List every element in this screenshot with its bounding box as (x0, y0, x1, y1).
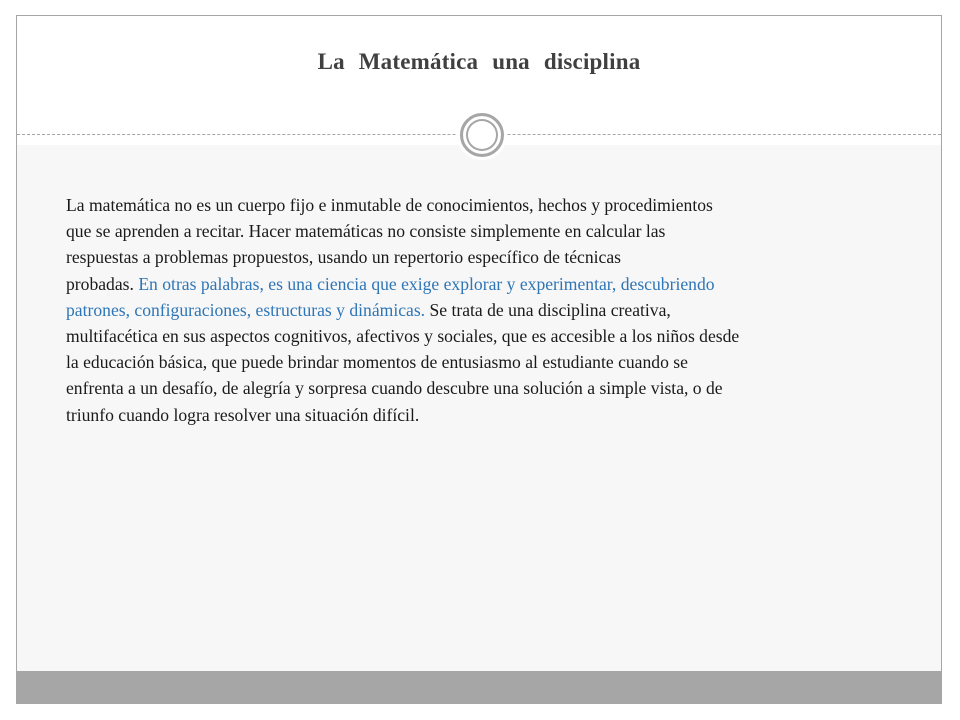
footer-bar-edge (17, 703, 941, 704)
paragraph-line-mixed (66, 297, 866, 323)
paragraph-text: Se trata de una disciplina creativa, (425, 299, 671, 320)
paragraph-line: que se aprenden a recitar. Hacer matemáticas no consiste simplemente en calcular las (66, 221, 666, 242)
paragraph-line: respuestas a problemas propuestos, usando un repertorio específico de técnicas (66, 247, 621, 268)
paragraph-line: triunfo cuando logra resolver una situación difícil. (66, 404, 420, 425)
footer-bar (17, 671, 941, 703)
paragraph-line: la educación básica, que puede brindar momentos de entusiasmo al estudiante cuando se (66, 352, 688, 373)
body-paragraph (66, 192, 866, 428)
slide-title: La Matemática una disciplina (317, 49, 641, 74)
paragraph-text: probadas. (66, 273, 139, 294)
paragraph-line-mixed (66, 271, 866, 297)
paragraph-line: multifacética en sus aspectos cognitivos, afectivos y sociales, que es accesible a los niños desde (66, 326, 740, 347)
paragraph-line: La matemática no es un cuerpo fijo e inmutable de conocimientos, hechos y procedimientos (66, 195, 713, 215)
paragraph-line: enfrenta a un desafío, de alegría y sorpresa cuando descubre una solución a simple vista, o de (66, 378, 723, 399)
highlighted-text: En otras palabras, es una ciencia que exige explorar y experimentar, descubriendo (138, 273, 715, 294)
highlighted-text: patrones, configuraciones, estructuras y dinámicas. (66, 299, 426, 320)
divider-circle-ornament (460, 113, 504, 157)
